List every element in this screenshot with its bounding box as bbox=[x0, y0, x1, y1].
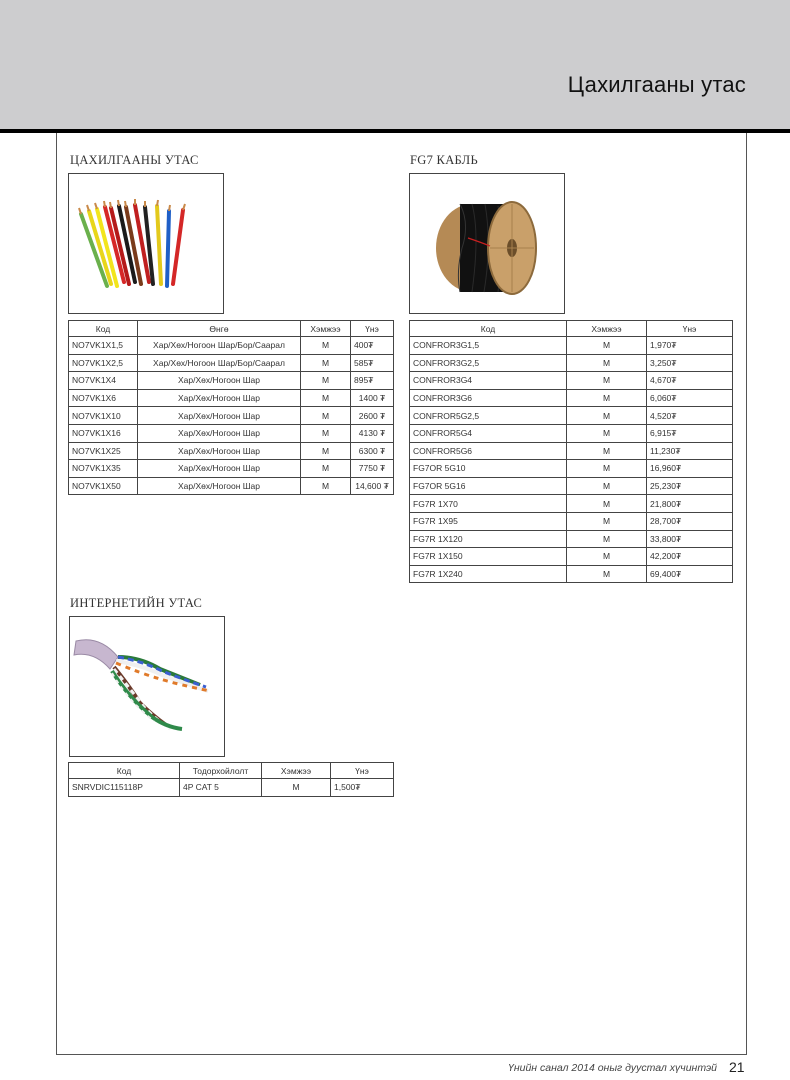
table-row bbox=[69, 372, 394, 390]
price-cell: 1,970₮ bbox=[647, 337, 733, 355]
page-header bbox=[0, 0, 790, 129]
column-header: Үнэ bbox=[331, 763, 394, 779]
unit-cell: М bbox=[567, 530, 647, 548]
unit-cell: М bbox=[567, 442, 647, 460]
price-cell: 4,520₮ bbox=[647, 407, 733, 425]
color-cell: Хар/Хөх/Ногоон Шар bbox=[138, 407, 301, 425]
code-cell: FG7R 1X70 bbox=[410, 495, 567, 513]
color-cell: Хар/Хөх/Ногоон Шар/Бор/Саарал bbox=[138, 337, 301, 355]
code-cell: NO7VK1X10 bbox=[69, 407, 138, 425]
color-cell: Хар/Хөх/Ногоон Шар bbox=[138, 460, 301, 478]
unit-cell: М bbox=[301, 407, 351, 425]
table-row bbox=[410, 407, 733, 425]
code-cell: NO7VK1X6 bbox=[69, 389, 138, 407]
price-cell: 585₮ bbox=[351, 354, 394, 372]
table-row bbox=[410, 337, 733, 355]
table-row bbox=[410, 477, 733, 495]
price-cell: 33,800₮ bbox=[647, 530, 733, 548]
unit-cell: М bbox=[567, 495, 647, 513]
price-cell: 7750 ₮ bbox=[351, 460, 394, 478]
unit-cell: М bbox=[301, 337, 351, 355]
unit-cell: М bbox=[262, 779, 331, 797]
table-row bbox=[410, 548, 733, 566]
page-title: Цахилгааны утас bbox=[567, 72, 746, 97]
price-cell: 4,670₮ bbox=[647, 372, 733, 390]
table-row bbox=[410, 460, 733, 478]
unit-cell: М bbox=[301, 354, 351, 372]
code-cell: CONFROR5G2,5 bbox=[410, 407, 567, 425]
table-row bbox=[69, 779, 394, 797]
description-cell: 4P CAT 5 bbox=[180, 779, 262, 797]
unit-cell: М bbox=[301, 460, 351, 478]
unit-cell: М bbox=[301, 389, 351, 407]
cable-drum-photo bbox=[409, 173, 565, 314]
price-cell: 1,500₮ bbox=[331, 779, 394, 797]
table-row bbox=[410, 442, 733, 460]
table-row bbox=[410, 354, 733, 372]
table-row bbox=[410, 512, 733, 530]
code-cell: CONFROR3G2,5 bbox=[410, 354, 567, 372]
section-title-electric-wire: ЦАХИЛГААНЫ УТАС bbox=[70, 153, 199, 167]
price-cell: 400₮ bbox=[351, 337, 394, 355]
unit-cell: М bbox=[567, 354, 647, 372]
column-header: Үнэ bbox=[647, 321, 733, 337]
unit-cell: М bbox=[301, 372, 351, 390]
price-cell: 4130 ₮ bbox=[351, 424, 394, 442]
table-row bbox=[410, 372, 733, 390]
unit-cell: М bbox=[567, 548, 647, 566]
code-cell: NO7VK1X16 bbox=[69, 424, 138, 442]
color-cell: Хар/Хөх/Ногоон Шар bbox=[138, 424, 301, 442]
price-cell: 21,800₮ bbox=[647, 495, 733, 513]
code-cell: NO7VK1X1,5 bbox=[69, 337, 138, 355]
code-cell: FG7R 1X150 bbox=[410, 548, 567, 566]
code-cell: CONFROR3G1,5 bbox=[410, 337, 567, 355]
table-row bbox=[69, 389, 394, 407]
table-row bbox=[69, 442, 394, 460]
table-row bbox=[69, 337, 394, 355]
column-header: Код bbox=[69, 321, 138, 337]
table-row bbox=[410, 495, 733, 513]
color-cell: Хар/Хөх/Ногоон Шар bbox=[138, 477, 301, 495]
unit-cell: М bbox=[567, 460, 647, 478]
column-header: Хэмжээ bbox=[262, 763, 331, 779]
table-header-row bbox=[69, 321, 394, 337]
internet-cable-photo bbox=[69, 616, 225, 757]
unit-cell: М bbox=[567, 512, 647, 530]
column-header: Код bbox=[69, 763, 180, 779]
table-row bbox=[69, 354, 394, 372]
table-row bbox=[410, 389, 733, 407]
price-cell: 14,600 ₮ bbox=[351, 477, 394, 495]
unit-cell: М bbox=[567, 424, 647, 442]
unit-cell: М bbox=[567, 372, 647, 390]
price-cell: 28,700₮ bbox=[647, 512, 733, 530]
table-header-row bbox=[69, 763, 394, 779]
column-header: Хэмжээ bbox=[301, 321, 351, 337]
color-cell: Хар/Хөх/Ногоон Шар/Бор/Саарал bbox=[138, 354, 301, 372]
table-row bbox=[410, 530, 733, 548]
table-row bbox=[69, 424, 394, 442]
section-title-fg7-cable: FG7 КАБЛЬ bbox=[410, 153, 478, 167]
unit-cell: М bbox=[301, 424, 351, 442]
code-cell: FG7OR 5G10 bbox=[410, 460, 567, 478]
price-cell: 69,400₮ bbox=[647, 565, 733, 583]
internet-cable-table bbox=[68, 762, 394, 797]
column-header: Үнэ bbox=[351, 321, 394, 337]
footer-note: Үнийн санал 2014 оныг дуустал хүчинтэй bbox=[508, 1062, 717, 1074]
price-cell: 6,060₮ bbox=[647, 389, 733, 407]
electric-wire-table bbox=[68, 320, 394, 495]
price-cell: 3,250₮ bbox=[647, 354, 733, 372]
code-cell: NO7VK1X25 bbox=[69, 442, 138, 460]
code-cell: NO7VK1X50 bbox=[69, 477, 138, 495]
unit-cell: М bbox=[301, 477, 351, 495]
unit-cell: М bbox=[567, 337, 647, 355]
code-cell: CONFROR3G6 bbox=[410, 389, 567, 407]
table-row bbox=[69, 407, 394, 425]
column-header: Тодорхойлолт bbox=[180, 763, 262, 779]
unit-cell: М bbox=[301, 442, 351, 460]
fg7-cable-table bbox=[409, 320, 733, 583]
price-cell: 1400 ₮ bbox=[351, 389, 394, 407]
price-cell: 2600 ₮ bbox=[351, 407, 394, 425]
price-cell: 895₮ bbox=[351, 372, 394, 390]
column-header: Код bbox=[410, 321, 567, 337]
code-cell: FG7R 1X95 bbox=[410, 512, 567, 530]
unit-cell: М bbox=[567, 477, 647, 495]
code-cell: CONFROR3G4 bbox=[410, 372, 567, 390]
unit-cell: М bbox=[567, 389, 647, 407]
price-cell: 42,200₮ bbox=[647, 548, 733, 566]
code-cell: NO7VK1X2,5 bbox=[69, 354, 138, 372]
price-cell: 25,230₮ bbox=[647, 477, 733, 495]
color-cell: Хар/Хөх/Ногоон Шар bbox=[138, 372, 301, 390]
section-title-internet-cable: ИНТЕРНЕТИЙН УТАС bbox=[70, 596, 203, 610]
page-number: 21 bbox=[729, 1059, 745, 1075]
electric-wire-photo bbox=[68, 173, 224, 314]
column-header: Өнгө bbox=[138, 321, 301, 337]
price-cell: 6300 ₮ bbox=[351, 442, 394, 460]
table-row bbox=[410, 424, 733, 442]
price-cell: 11,230₮ bbox=[647, 442, 733, 460]
color-cell: Хар/Хөх/Ногоон Шар bbox=[138, 442, 301, 460]
column-header: Хэмжээ bbox=[567, 321, 647, 337]
unit-cell: М bbox=[567, 407, 647, 425]
table-row bbox=[69, 460, 394, 478]
table-row bbox=[69, 477, 394, 495]
table-row bbox=[410, 565, 733, 583]
code-cell: FG7OR 5G16 bbox=[410, 477, 567, 495]
table-header-row bbox=[410, 321, 733, 337]
code-cell: FG7R 1X240 bbox=[410, 565, 567, 583]
color-cell: Хар/Хөх/Ногоон Шар bbox=[138, 389, 301, 407]
code-cell: SNRVDIC115118P bbox=[69, 779, 180, 797]
price-cell: 6,915₮ bbox=[647, 424, 733, 442]
code-cell: CONFROR5G6 bbox=[410, 442, 567, 460]
code-cell: NO7VK1X4 bbox=[69, 372, 138, 390]
price-cell: 16,960₮ bbox=[647, 460, 733, 478]
code-cell: NO7VK1X35 bbox=[69, 460, 138, 478]
code-cell: FG7R 1X120 bbox=[410, 530, 567, 548]
unit-cell: М bbox=[567, 565, 647, 583]
code-cell: CONFROR5G4 bbox=[410, 424, 567, 442]
